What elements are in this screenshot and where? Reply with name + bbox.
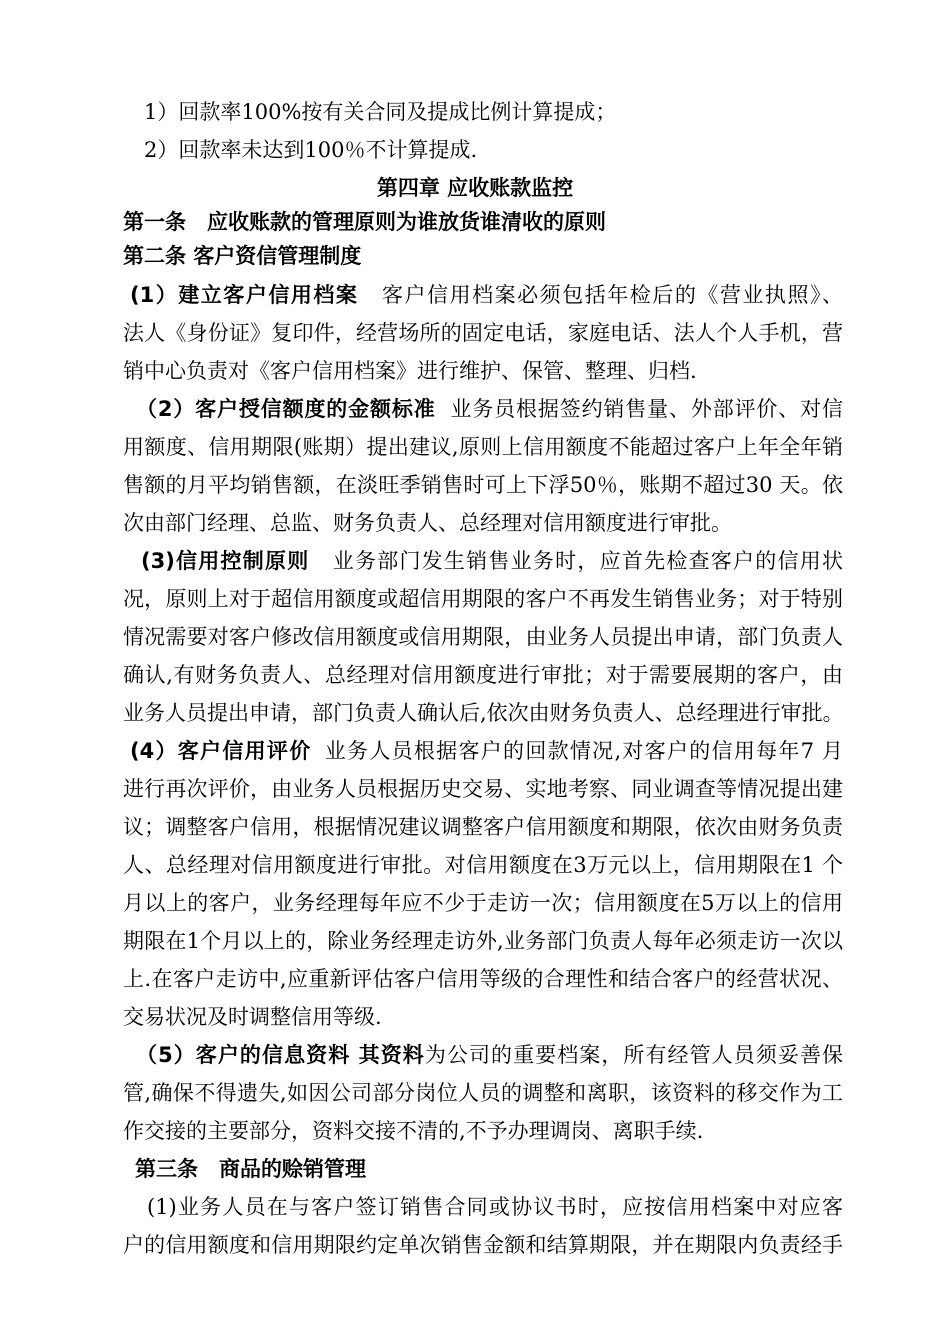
paragraph-label: （5）客户的信息资料 其资料	[136, 1043, 425, 1067]
paragraph-line: (1)业务人员在与客户签订销售合同或协议书时，应按信用档案中对应客	[147, 1195, 843, 1219]
paragraph-line: 上.在客户走访中,应重新评估客户信用等级的合理性和结合客户的经营状况、	[123, 967, 843, 991]
article-heading: 第一条 应收账款的管理原则为谁放货谁清收的原则	[123, 210, 606, 234]
paragraph-line	[141, 542, 843, 580]
paragraph-line: 业务人员提出申请，部门负责人确认后,依次由财务负责人、总经理进行审批。	[123, 701, 844, 725]
paragraph-text: 客户信用档案必须包括年检后的《营业执照》、	[380, 283, 843, 307]
paragraph-label: (3)信用控制原则	[141, 549, 310, 573]
paragraph-label: (4）客户信用评价	[130, 739, 312, 763]
paragraph-line: 确认,有财务负责人、总经理对信用额度进行审批；对于需要展期的客户，由	[123, 663, 843, 687]
paragraph-line: 况，原则上对于超信用额度或超信用期限的客户不再发生销售业务；对于特别	[123, 587, 843, 611]
article-heading: 第三条 商品的赊销管理	[135, 1157, 366, 1181]
paragraph-line	[130, 732, 843, 770]
paragraph-line	[130, 276, 843, 314]
paragraph-text: 业务员根据签约销售量、外部评价、对信	[449, 397, 843, 421]
article-heading: 第二条 客户资信管理制度	[123, 244, 362, 268]
paragraph-text: 业务部门发生销售业务时，应首先检查客户的信用状	[331, 549, 843, 573]
paragraph-line: 售额的月平均销售额，在淡旺季销售时可上下浮50％，账期不超过30 天。依	[123, 473, 843, 497]
paragraph-text: 为公司的重要档案，所有经管人员须妥善保	[424, 1043, 844, 1067]
paragraph-line: 期限在1个月以上的，除业务经理走访外,业务部门负责人每年必须走访一次以	[123, 929, 843, 953]
paragraph-text: 业务人员根据客户的回款情况,对客户的信用每年7 月	[323, 739, 843, 763]
paragraph-line: 用额度、信用期限(账期）提出建议,原则上信用额度不能超过客户上年全年销	[123, 435, 843, 459]
chapter-title: 第四章 应收账款监控	[376, 176, 574, 200]
paragraph-line: 进行再次评价，由业务人员根据历史交易、实地考察、同业调查等情况提出建	[123, 777, 843, 801]
paragraph-line: 户的信用额度和信用期限约定单次销售金额和结算期限，并在期限内负责经手	[123, 1233, 843, 1257]
paragraph-label: （2）客户授信额度的金额标准	[136, 397, 436, 421]
paragraph-line: 管,确保不得遗失,如因公司部分岗位人员的调整和离职，该资料的移交作为工	[123, 1081, 843, 1105]
list-item: 2）回款率未达到100％不计算提成.	[144, 138, 478, 162]
paragraph-line: 议；调整客户信用，根据情况建议调整客户信用额度和期限，依次由财务负责	[123, 815, 843, 839]
paragraph-line: 作交接的主要部分，资料交接不清的,不予办理调岗、离职手续.	[123, 1119, 704, 1143]
paragraph-line: 情况需要对客户修改信用额度或信用期限，由业务人员提出申请，部门负责人	[123, 625, 843, 649]
paragraph-line: 交易状况及时调整信用等级.	[123, 1005, 382, 1029]
paragraph-line: 次由部门经理、总监、财务负责人、总经理对信用额度进行审批。	[123, 511, 732, 535]
paragraph-line: 月以上的客户，业务经理每年应不少于走访一次；信用额度在5万以上的信用	[123, 891, 843, 915]
paragraph-label: (1）建立客户信用档案	[130, 283, 359, 307]
paragraph-line: 人、总经理对信用额度进行审批。对信用额度在3万元以上，信用期限在1 个	[123, 853, 843, 877]
paragraph-line	[136, 390, 843, 428]
paragraph-line	[136, 1036, 843, 1074]
paragraph-line: 法人《身份证》复印件，经营场所的固定电话，家庭电话、法人个人手机，营	[123, 321, 843, 345]
paragraph-line: 销中心负责对《客户信用档案》进行维护、保管、整理、归档.	[123, 359, 697, 383]
list-item: 1）回款率100%按有关合同及提成比例计算提成；	[144, 100, 617, 124]
